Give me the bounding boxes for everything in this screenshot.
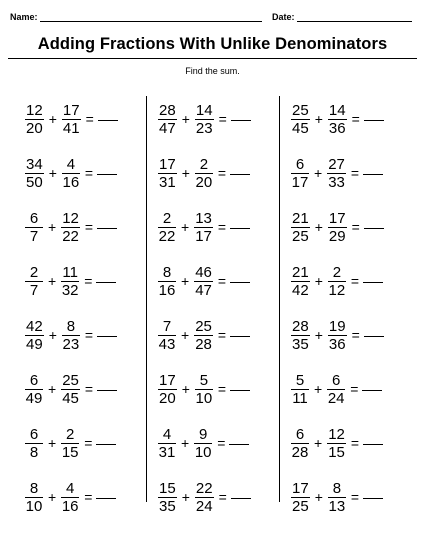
equals-sign: = [350,165,360,181]
fraction-a [158,427,176,460]
fraction-a [291,157,309,190]
fraction-a [158,481,177,514]
fraction-a [291,427,309,460]
fraction-numerator: 17 [328,209,346,227]
fraction-denominator: 7 [29,227,39,245]
plus-sign: + [48,435,57,451]
problem-item [158,259,250,303]
problem-item [25,421,116,465]
fraction-denominator: 25 [292,227,309,245]
fraction-denominator: 10 [195,389,213,407]
fraction-numerator: 34 [26,155,43,173]
fraction-a [158,373,177,406]
fraction-numerator: 21 [292,209,309,227]
equals-sign: = [84,165,94,181]
fraction-numerator: 28 [159,101,176,119]
answer-blank[interactable] [230,281,250,283]
fraction-numerator: 2 [328,265,346,282]
fraction-denominator: 50 [26,173,43,191]
equals-sign: = [217,327,227,343]
fraction-numerator: 6 [25,373,43,390]
plus-sign: + [181,381,190,397]
problem-item [158,151,250,195]
fraction-a [291,481,310,514]
fraction-denominator: 20 [195,173,213,191]
fraction-numerator: 12 [62,209,79,227]
fraction-numerator: 11 [62,263,78,281]
equals-sign: = [85,111,94,127]
fraction-denominator: 10 [25,497,43,515]
problem-item [25,259,116,303]
fraction-a [25,427,43,460]
equals-sign: = [350,273,360,289]
fraction-denominator: 16 [158,281,176,299]
fraction-numerator: 12 [26,101,43,119]
fraction-a [25,265,43,298]
plus-sign: + [314,381,323,397]
problem-item [25,313,117,357]
fraction-b [61,265,79,298]
problem-item [25,475,116,519]
fraction-numerator: 8 [62,319,80,336]
fraction-denominator: 22 [62,227,79,245]
fraction-b [194,319,213,352]
equals-sign: = [218,111,227,127]
equals-sign: = [350,435,360,451]
fraction-numerator: 2 [195,157,213,174]
fraction-b [194,427,212,460]
fraction-denominator: 20 [159,389,176,407]
fraction-denominator: 23 [62,335,80,353]
header-row [10,12,416,26]
fraction-numerator: 46 [195,263,212,281]
equals-sign: = [350,489,360,505]
fraction-numerator: 7 [158,319,176,336]
fraction-denominator: 15 [328,443,345,461]
plus-sign: + [48,381,57,397]
problem-item [291,475,383,519]
problem-item [25,205,117,249]
answer-blank[interactable] [230,335,250,337]
fraction-b [328,103,347,136]
fraction-numerator: 6 [327,373,345,390]
equals-sign: = [218,489,227,505]
answer-blank[interactable] [230,227,250,229]
fraction-a [25,157,44,190]
fraction-numerator: 21 [292,263,309,281]
instructions: Find the sum. [185,66,240,76]
fraction-denominator: 16 [61,497,79,515]
plus-sign: + [181,273,190,289]
fraction-denominator: 32 [61,281,79,299]
fraction-a [158,103,177,136]
equals-sign: = [84,381,94,397]
answer-blank[interactable] [230,389,250,391]
fraction-b [328,319,347,352]
fraction-denominator: 22 [158,227,176,245]
plus-sign: + [314,111,323,127]
fraction-numerator: 9 [194,427,212,444]
column-divider [279,96,280,502]
problem-item [158,97,251,141]
fraction-denominator: 28 [291,443,309,461]
title-divider [8,58,417,59]
fraction-denominator: 45 [62,389,79,407]
fraction-denominator: 16 [62,173,80,191]
worksheet-title: Adding Fractions With Unlike Denominators [37,35,388,53]
fraction-denominator: 24 [327,389,345,407]
name-field [10,12,262,22]
problem-item [25,367,117,411]
plus-sign: + [314,165,323,181]
problem-item [291,259,383,303]
answer-blank[interactable] [231,119,251,121]
fraction-numerator: 6 [25,427,43,444]
plus-sign: + [314,273,323,289]
fraction-b [195,481,214,514]
fraction-numerator: 5 [195,373,213,390]
fraction-numerator: 2 [25,265,43,282]
answer-blank[interactable] [231,497,251,499]
answer-blank[interactable] [363,443,383,445]
fraction-denominator: 35 [159,497,176,515]
fraction-numerator: 19 [328,317,346,335]
equals-sign: = [217,381,227,397]
fraction-numerator: 27 [328,155,345,173]
problem-item [25,151,117,195]
answer-blank[interactable] [364,119,384,121]
answer-blank[interactable] [230,173,250,175]
date-field [272,12,412,22]
fraction-denominator: 41 [62,119,80,137]
fraction-numerator: 8 [328,481,346,498]
fraction-b [327,157,346,190]
name-label: Name: [10,12,38,22]
fraction-denominator: 36 [328,335,346,353]
plus-sign: + [314,435,323,451]
answer-blank[interactable] [363,281,383,283]
fraction-numerator: 13 [195,209,212,227]
answer-blank[interactable] [229,443,249,445]
fraction-b [195,103,214,136]
fraction-numerator: 17 [159,155,176,173]
fraction-a [25,103,44,136]
fraction-b [195,157,213,190]
problem-item [158,205,250,249]
answer-blank[interactable] [364,335,384,337]
equals-sign: = [217,219,227,235]
column-divider [146,96,147,502]
plus-sign: + [314,219,323,235]
problem-item [25,97,118,141]
equals-sign: = [84,435,93,451]
plus-sign: + [48,165,57,181]
fraction-denominator: 49 [26,335,43,353]
fraction-b [328,211,347,244]
answer-blank[interactable] [97,227,117,229]
fraction-numerator: 14 [195,101,213,119]
plus-sign: + [48,273,57,289]
fraction-a [25,319,44,352]
fraction-numerator: 22 [195,479,213,497]
plus-sign: + [181,219,190,235]
fraction-denominator: 20 [26,119,43,137]
equals-sign: = [84,489,93,505]
fraction-denominator: 12 [328,281,346,299]
equals-sign: = [217,165,227,181]
fraction-numerator: 6 [291,427,309,444]
fraction-b [328,481,346,514]
fraction-denominator: 11 [292,389,308,407]
fraction-a [25,373,43,406]
fraction-numerator: 15 [159,479,176,497]
answer-blank[interactable] [363,173,383,175]
fraction-denominator: 28 [195,335,212,353]
fraction-b [62,103,81,136]
fraction-b [194,211,213,244]
date-label: Date: [272,12,295,22]
fraction-numerator: 17 [159,371,176,389]
problem-item [158,313,250,357]
fraction-denominator: 43 [158,335,176,353]
plus-sign: + [181,327,190,343]
answer-blank[interactable] [363,497,383,499]
date-input-line[interactable] [297,12,412,22]
equals-sign: = [351,219,360,235]
name-input-line[interactable] [40,12,262,22]
equals-sign: = [217,435,226,451]
fraction-numerator: 5 [291,373,309,390]
fraction-numerator: 17 [62,101,80,119]
fraction-denominator: 42 [292,281,309,299]
fraction-numerator: 4 [61,481,79,498]
fraction-a [291,265,310,298]
fraction-a [291,319,310,352]
fraction-b [195,373,213,406]
fraction-b [62,157,80,190]
fraction-denominator: 17 [291,173,309,191]
fraction-numerator: 4 [158,427,176,444]
fraction-denominator: 24 [195,497,213,515]
problem-item [158,367,250,411]
answer-blank[interactable] [96,497,116,499]
fraction-denominator: 45 [292,119,309,137]
fraction-b [328,265,346,298]
fraction-denominator: 25 [292,497,309,515]
fraction-a [25,211,43,244]
equals-sign: = [351,111,360,127]
fraction-denominator: 36 [328,119,346,137]
fraction-denominator: 47 [159,119,176,137]
fraction-numerator: 25 [292,101,309,119]
plus-sign: + [181,111,190,127]
problem-item [291,367,382,411]
fraction-numerator: 8 [25,481,43,498]
fraction-numerator: 12 [328,425,345,443]
plus-sign: + [48,327,57,343]
fraction-a [291,103,310,136]
plus-sign: + [314,489,323,505]
fraction-a [158,157,177,190]
fraction-numerator: 2 [158,211,176,228]
problem-item [291,151,383,195]
equals-sign: = [84,273,93,289]
fraction-numerator: 17 [292,479,309,497]
equals-sign: = [84,327,94,343]
equals-sign: = [350,381,359,397]
problem-item [291,313,384,357]
fraction-numerator: 14 [328,101,346,119]
answer-blank[interactable] [97,389,117,391]
fraction-numerator: 6 [25,211,43,228]
answer-blank[interactable] [97,335,117,337]
fraction-b [61,427,79,460]
fraction-numerator: 4 [62,157,80,174]
fraction-denominator: 49 [25,389,43,407]
fraction-b [61,211,80,244]
fraction-b [61,373,80,406]
fraction-a [158,211,176,244]
fraction-numerator: 25 [62,371,79,389]
plus-sign: + [48,219,57,235]
plus-sign: + [48,489,57,505]
fraction-numerator: 2 [61,427,79,444]
problem-item [158,421,249,465]
answer-blank[interactable] [364,227,384,229]
fraction-numerator: 42 [26,317,43,335]
fraction-b [327,427,346,460]
plus-sign: + [181,435,190,451]
fraction-a [158,265,176,298]
answer-blank[interactable] [98,119,118,121]
fraction-denominator: 23 [195,119,213,137]
plus-sign: + [314,327,323,343]
fraction-denominator: 8 [29,443,39,461]
fraction-denominator: 47 [195,281,212,299]
fraction-denominator: 35 [292,335,309,353]
equals-sign: = [351,327,360,343]
fraction-denominator: 10 [194,443,212,461]
equals-sign: = [84,219,94,235]
plus-sign: + [48,111,57,127]
fraction-numerator: 25 [195,317,212,335]
fraction-numerator: 8 [158,265,176,282]
fraction-b [327,373,345,406]
equals-sign: = [217,273,227,289]
plus-sign: + [181,489,190,505]
problem-item [291,205,384,249]
fraction-a [158,319,176,352]
fraction-denominator: 13 [328,497,346,515]
problem-item [291,421,383,465]
fraction-denominator: 7 [29,281,39,299]
fraction-denominator: 15 [61,443,79,461]
fraction-numerator: 28 [292,317,309,335]
fraction-b [194,265,213,298]
problem-item [291,97,384,141]
fraction-denominator: 29 [328,227,346,245]
fraction-numerator: 6 [291,157,309,174]
fraction-b [62,319,80,352]
fraction-a [291,211,310,244]
fraction-denominator: 33 [328,173,345,191]
answer-blank[interactable] [97,173,117,175]
answer-blank[interactable] [96,443,116,445]
answer-blank[interactable] [96,281,116,283]
fraction-b [61,481,79,514]
fraction-denominator: 31 [159,173,176,191]
answer-blank[interactable] [362,389,382,391]
fraction-denominator: 31 [158,443,176,461]
plus-sign: + [181,165,190,181]
fraction-a [291,373,309,406]
problem-item [158,475,251,519]
fraction-a [25,481,43,514]
fraction-denominator: 17 [195,227,212,245]
